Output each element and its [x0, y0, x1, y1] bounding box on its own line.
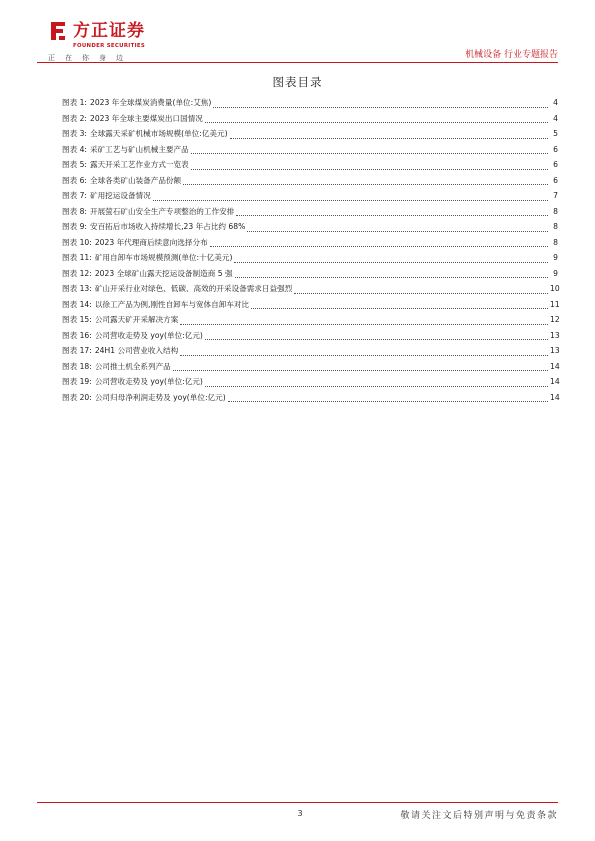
- toc-entry-title: 矿用自卸车市场规模预测(单位:十亿美元): [94, 253, 233, 262]
- toc-entry-page: 12: [550, 315, 560, 324]
- disclaimer-text: 敬请关注文后特别声明与免责条款: [400, 811, 558, 821]
- toc-dot-leader: [205, 338, 548, 340]
- toc-entry-label: 图表 11:: [62, 253, 92, 262]
- toc-dot-leader: [228, 400, 548, 402]
- toc-entry-label: 图表 16:: [62, 330, 92, 340]
- toc-entry-page: 11: [550, 299, 560, 309]
- toc-entry-page: 10: [550, 284, 560, 293]
- toc-entry[interactable]: [62, 128, 558, 144]
- toc-entry-page: 9: [553, 253, 558, 262]
- toc-entry[interactable]: [62, 190, 558, 206]
- toc-dot-leader: [294, 292, 548, 294]
- toc-entry[interactable]: [62, 206, 558, 222]
- page-number: 3: [297, 809, 303, 818]
- toc-entry[interactable]: [62, 345, 558, 361]
- toc-entry-label: 图表 15:: [62, 315, 92, 324]
- toc-entry-page: 14: [550, 392, 560, 402]
- toc-entry[interactable]: [62, 252, 558, 268]
- toc-entry[interactable]: [62, 361, 558, 377]
- toc-entry-label: 图表 4:: [62, 144, 87, 154]
- toc-entry-label: 图表 8:: [62, 206, 87, 216]
- toc-entry[interactable]: [62, 314, 558, 330]
- slogan: 正在你身边: [48, 54, 133, 62]
- toc-dot-leader: [235, 276, 548, 278]
- toc-entry-page: 13: [550, 330, 560, 340]
- toc-entry-label: 图表 2:: [62, 113, 87, 123]
- toc-dot-leader: [210, 245, 548, 247]
- toc-entry-title: 公司露天矿开采解决方案: [94, 315, 179, 324]
- toc-entry-page: 5: [553, 129, 558, 138]
- toc-entry-title: 全球各类矿山装备产品份额: [90, 175, 182, 185]
- toc-entry[interactable]: [62, 268, 558, 284]
- toc-dot-leader: [213, 106, 548, 108]
- toc-entry[interactable]: [62, 97, 558, 113]
- toc-entry-label: 图表 17:: [62, 346, 92, 355]
- toc-entry-label: 图表 14:: [62, 299, 92, 309]
- toc-entry-title: 2023 年全球煤炭消费量(单位:艾焦): [90, 98, 212, 107]
- toc-entry[interactable]: [62, 144, 558, 160]
- toc-entry-title: 公司推土机全系列产品: [94, 361, 171, 371]
- founder-logo-icon: [48, 20, 68, 42]
- toc-dot-leader: [173, 369, 548, 371]
- toc-entry-title: 采矿工艺与矿山机械主要产品: [90, 144, 189, 154]
- toc-entry-title: 公司营收走势及 yoy(单位:亿元): [94, 330, 203, 340]
- toc-dot-leader: [180, 323, 548, 325]
- toc-entry-label: 图表 12:: [62, 268, 92, 278]
- toc-entry-page: 8: [553, 222, 558, 231]
- toc-title: 图表目录: [272, 75, 323, 89]
- toc-entry-label: 图表 6:: [62, 175, 87, 185]
- toc-entry-title: 2023 年全球主要煤炭出口国情况: [90, 113, 203, 123]
- toc-entry-title: 公司归母净利润走势及 yoy(单位:亿元): [94, 392, 226, 402]
- toc-entry-title: 矿用挖运设备情况: [90, 191, 151, 200]
- toc-dot-leader: [183, 183, 548, 185]
- toc-entry[interactable]: [62, 283, 558, 299]
- toc-dot-leader: [205, 385, 548, 387]
- toc-dot-leader: [180, 354, 548, 356]
- toc-dot-leader: [191, 152, 548, 154]
- toc-entry-page: 6: [553, 144, 558, 154]
- toc-entry-title: 24H1 公司营业收入结构: [94, 346, 179, 355]
- toc-entry[interactable]: [62, 221, 558, 237]
- header-divider: [37, 62, 558, 63]
- toc-entry-page: 4: [553, 98, 558, 107]
- toc-dot-leader: [251, 307, 548, 309]
- toc-entry[interactable]: [62, 392, 558, 408]
- toc-dot-leader: [153, 199, 548, 201]
- toc-entry-page: 13: [550, 346, 560, 355]
- toc-dot-leader: [205, 121, 548, 123]
- toc-entry-label: 图表 19:: [62, 377, 92, 386]
- toc-entry-title: 矿山开采行业对绿色、低碳、高效的开采设备需求日益强烈: [94, 284, 293, 293]
- toc-entry[interactable]: [62, 175, 558, 191]
- toc-entry-label: 图表 18:: [62, 361, 92, 371]
- logo-english-text: FOUNDER SECURITIES: [73, 43, 146, 49]
- toc-entry-label: 图表 9:: [62, 222, 87, 231]
- toc-entry-page: 8: [553, 206, 558, 216]
- toc-list: [62, 97, 558, 407]
- toc-entry-page: 14: [550, 377, 560, 386]
- toc-dot-leader: [247, 230, 548, 232]
- toc-dot-leader: [191, 168, 548, 170]
- toc-entry-page: 7: [553, 191, 558, 200]
- toc-entry-label: 图表 10:: [62, 237, 92, 247]
- toc-entry-page: 8: [553, 237, 558, 247]
- toc-entry[interactable]: [62, 299, 558, 315]
- toc-entry[interactable]: [62, 159, 558, 175]
- toc-entry-title: 全球露天采矿机械市场规模(单位:亿美元): [90, 129, 228, 138]
- toc-entry-title: 公司营收走势及 yoy(单位:亿元): [94, 377, 203, 386]
- toc-entry-label: 图表 13:: [62, 284, 92, 293]
- footer-divider: [37, 802, 558, 803]
- page-header: [0, 0, 595, 70]
- toc-entry-title: 2023 年代理商后续意向选择分布: [94, 237, 208, 247]
- toc-entry[interactable]: [62, 113, 558, 129]
- toc-entry-title: 2023 全球矿山露天挖运设备制造商 5 强: [94, 268, 233, 278]
- toc-entry-title: 开展萤石矿山安全生产专项整治的工作安排: [90, 206, 235, 216]
- toc-entry[interactable]: [62, 376, 558, 392]
- toc-entry-label: 图表 20:: [62, 392, 92, 402]
- toc-dot-leader: [236, 214, 548, 216]
- toc-entry-label: 图表 1:: [62, 98, 87, 107]
- report-category: 机械设备 行业专题报告: [465, 50, 558, 60]
- toc-entry[interactable]: [62, 330, 558, 346]
- toc-entry-page: 14: [550, 361, 560, 371]
- toc-dot-leader: [230, 137, 548, 139]
- toc-entry-label: 图表 5:: [62, 160, 87, 169]
- toc-entry-page: 9: [553, 268, 558, 278]
- toc-entry-title: 安百拓后市场收入持续增长,23 年占比约 68%: [90, 222, 246, 231]
- toc-entry-page: 6: [553, 175, 558, 185]
- toc-entry-page: 4: [553, 113, 558, 123]
- toc-entry-title: 以徐工产品为例,刚性自卸车与宽体自卸车对比: [94, 299, 250, 309]
- toc-entry-label: 图表 7:: [62, 191, 87, 200]
- toc-entry-label: 图表 3:: [62, 129, 87, 138]
- toc-dot-leader: [234, 261, 548, 263]
- toc-entry-page: 6: [553, 160, 558, 169]
- logo-chinese-text: 方正证券: [73, 21, 145, 41]
- toc-entry[interactable]: [62, 237, 558, 253]
- toc-entry-title: 露天开采工艺作业方式一览表: [90, 160, 189, 169]
